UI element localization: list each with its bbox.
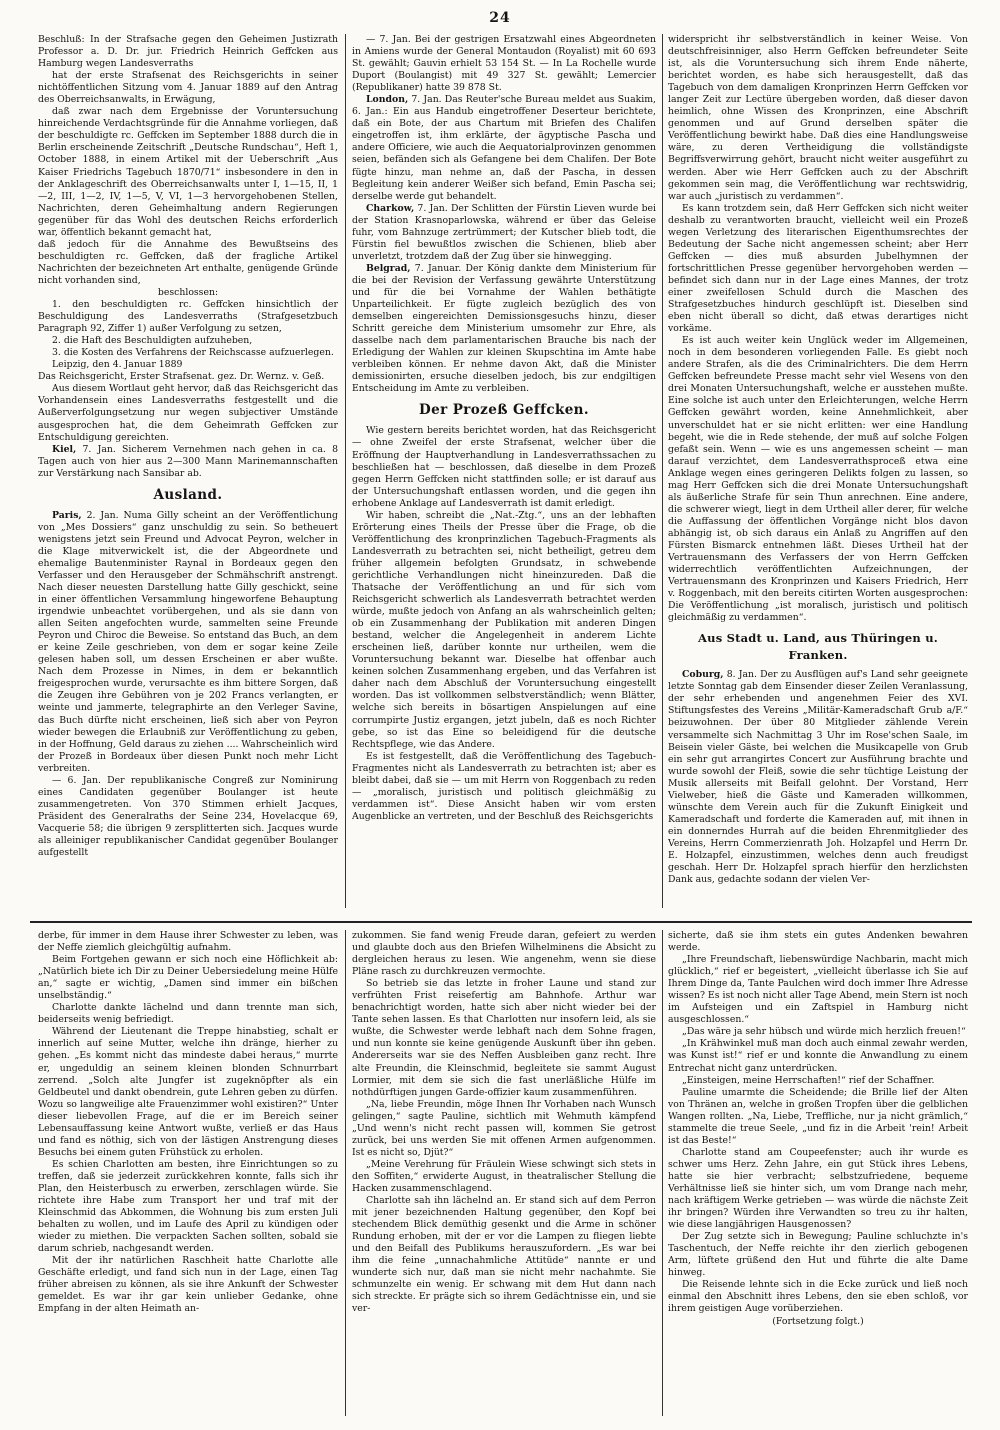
paragraph: sicherte, daß sie ihm stets ein gutes Andenken bewahren werde.: [668, 930, 968, 954]
top-column-3: [668, 34, 968, 914]
bottom-column-3: [668, 930, 968, 1420]
paragraph: „Meine Verehrung für Fräulein Wiese schwingt sich stets in den Soffiten,“ erwiderte August, in theatralischer Stellung die Hacken zusammenschlagend.: [352, 1158, 656, 1194]
paragraph: Es ist auch weiter kein Unglück weder im Allgemeinen, noch in dem besonderen vorliegenden Falle. Es giebt noch andere Strafen, als die des Criminalrichters. Die dem Herrn Geffcken befreundete Presse macht sehr viel Wesens von den drei Monaten Untersuchungshaft, welche er ausstehen mußte. Eine solche ist auch unter den Erleichterungen, welche Herrn Geffcken gewährt worden, keine Annehmlichkeit, aber unverschuldet hat er sie nicht erlitten: wer eine Handlung begeht, wie die in Rede stehende, der muß auf solche Folgen gefaßt sein. Wenn — wie es uns angemessen scheint — man darauf verzichtet, dem Landesverrathsproceß etwa eine Anklage wegen eines geringeren Delikts folgen zu lassen, so mag Herr Geffcken sich die drei Monate Untersuchungshaft als äußerliche Strafe für sein Thun anrechnen. Eine andere, die schwerer wiegt, liegt in dem Urtheil aller derer, für welche die Auffassung der öffentlichen Vorgänge nicht blos davon abhängig ist, ob sich daraus ein Anlaß zu Angriffen auf den Fürsten Bismarck entnehmen läßt. Dieses Urtheil hat der Vertrauensmann des Verfassers der von Herrn Geffcken widerrechtlich veröffentlichten Aufzeichnungen, der Vertrauensmann des Kronprinzen und Kaisers Friedrich, Herr v. Roggenbach, mit den bereits citirten Worten ausgesprochen: Die Veröffentlichung „ist moralisch, juristisch und politisch gleichmäßig zu verdammen“.: [668, 335, 968, 624]
paragraph: Während der Lieutenant die Treppe hinabstieg, schalt er innerlich auf seine Mutter, welche ihn dränge, hierher zu gehen. „Es kommt nicht das mindeste dabei heraus,“ murrte er, ungeduldig an seinem kleinen blonden Schnurrbart zerrend. „Solch alte Jungfer ist zugeknöpfter als ein Geldbeutel und dankt obendrein, gute Lehren geben zu dürfen. Wozu so langweilige alte Frauenzimmer wohl existiren?“ Unter dieser liebevollen Frage, auf die er im Bereich seiner Lebensauffassung keine Antwort wußte, verließ er das Haus und fand es nöthig, sich von der lästigen Anstrengung dieses Besuchs bei einem guten Frühstück zu erholen.: [38, 1026, 338, 1158]
page-number: 24: [489, 10, 511, 26]
dateline-place: Coburg,: [682, 669, 724, 681]
paragraph: „Ihre Freundschaft, liebenswürdige Nachbarin, macht mich glücklich,“ rief er begeistert, „vielleicht überlasse ich Sie auf Ihrem Dinge da, Tante Paulchen wird doch immer Ihre Adresse wissen? Es ist noch nicht aller Tage Abend, mein Stern ist noch im Aufsteigen und ein Zaftspiel in Hamburg nicht ausgeschlossen.“: [668, 954, 968, 1026]
paragraph: Mit der ihr natürlichen Raschheit hatte Charlotte alle Geschäfte erledigt, und fand sich nun in der Lage, einen Tag früher abreisen zu können, als sie ihre Ankunft der Schwester gemeldet. Es war ihr gar kein unlieber Gedanke, ohne Empfang in der alten Heimath an-: [38, 1255, 338, 1315]
column-rule: [345, 930, 346, 1416]
paragraph: beschlossen:: [157, 286, 219, 298]
paragraph: Es ist festgestellt, daß die Veröffentlichung des Tagebuch-Fragmentes nicht als Landesverrath zu betrachten ist; aber es bleibt dabei, daß sie — um mit Herrn von Roggenbach zu reden — „moralisch, juristisch und politisch gleichmäßig zu verdammen ist“. Diese Ansicht haben wir vom ersten Augenblicke an vertreten, und der Beschluß des Reichsgerichts: [352, 750, 656, 822]
paragraph: Charkow, 7. Jan. Der Schlitten der Fürstin Lieven wurde bei der Station Krasnoparlowska, während er über das Geleise fuhr, vom Bahnzuge zertrümmert; der Kutscher blieb todt, die Fürstin fiel bewußtlos zwischen die Schienen, blieb aber unverletzt, trotzdem daß der Zug über sie hinwegging.: [352, 202, 656, 262]
section-heading: Ausland.: [153, 486, 223, 503]
paragraph: Charlotte dankte lächelnd und dann trennte man sich, beiderseits wenig befriedigt.: [38, 1002, 338, 1026]
paragraph: So betrieb sie das letzte in froher Laune und stand zur verfrühten Frist reisefertig am Bahnhofe. Arthur war benachrichtigt worden, hatte sich aber nicht wieder bei der Tante sehen lassen. Es that Charlotten nur insofern leid, als sie wußte, die Schwester werde lebhaft nach dem Sohne fragen, und nun konnte sie keine genügende Auskunft über ihn geben. Andererseits war sie des Neffen Ausbleiben ganz recht. Ihre alte Freundin, die Kleinschmid, begleitete sie sammt August Lormier, mit dem sie sich die fast unerläßliche Hülfe im nothdürftigen jungen Garde-offizier kaum zusammenführen.: [352, 978, 656, 1098]
paragraph: Das Reichsgericht, Erster Strafsenat. gez. Dr. Wernz. v. Geß.: [38, 371, 325, 383]
paragraph: London, 7. Jan. Das Reuter'sche Bureau meldet aus Suakim, 6. Jan.: Ein aus Handub eingetroffener Deserteur berichtete, daß ein Bote, der aus Chartum mit Briefen des Chalifen eingetroffen ist, ihm erklärte, der ägyptische Pascha und andere Officiere, wie auch die Aequatorialprovinzen genommen seien, befänden sich als Gefangene bei dem Chalifen. Der Bote fügte hinzu, man nehme an, daß der Pascha, in dessen Begleitung kein anderer Weißer sich befand, Emin Pascha sei; derselbe werde gut behandelt.: [352, 94, 656, 202]
paragraph: Charlotte sah ihn lächelnd an. Er stand sich auf dem Perron mit jener bezeichnenden Haltung gegenüber, den Kopf bei stechendem Blick demüthig gesenkt und die Arme in schöner Rundung erhoben, mit der er vor die Lampen zu fliegen liebte und den Beifall des Publikums herauszufordern. „Es war bei ihm die feine „unnachahmliche Attitüde“ nannte er und wunderte sich nur, daß man sie nicht mehr nachahmte. Sie schmunzelte ein wenig. Er schwang mit dem Hut dann nach sich streckte. Er prägte sich so ihrem Gedächtnisse ein, und sie ver-: [352, 1195, 656, 1315]
dateline-place: Kiel,: [52, 443, 77, 455]
paragraph: Der Zug setzte sich in Bewegung; Pauline schluchzte in's Taschentuch, der Neffe reichte ihr den zierlich gebogenen Arm, lüftete grüßend den Hut und führte die alte Dame hinweg.: [668, 1231, 968, 1279]
paragraph: 1. den beschuldigten rc. Geffcken hinsichtlich der Beschuldigung des Landesverraths (Strafgesetzbuch Paragraph 92, Ziffer 1) außer Verfolgung zu setzen,: [38, 299, 338, 335]
column-rule: [662, 930, 663, 1416]
paragraph: Es kann trotzdem sein, daß Herr Geffcken sich nicht weiter deshalb zu verantworten braucht, vielleicht weil ein Prozeß wegen Verletzung des literarischen Eigenthumsrechtes der Bedeutung der Sache nicht angemessen scheint; aber Herr Geffcken — dies muß absurden Jubelhymnen der fortschrittlichen Presse gegenüber hervorgehoben werden — befindet sich dann nur in der Lage eines Mannes, der trotz einer zweifellosen Schuld durch die Maschen des Strafgesetzbuches hindurch geschlüpft ist. Dieselben sind eben nicht überall so dicht, daß etwas derartiges nicht vorkäme.: [668, 202, 968, 335]
paragraph: Leipzig, den 4. Januar 1889: [52, 359, 183, 371]
paragraph: zukommen. Sie fand wenig Freude daran, gefeiert zu werden und glaubte doch aus den Briefen Wilhelminens die Absicht zu dergleichen heraus zu lesen. Wie angenehm, wenn sie diese Pläne rasch zu durchkreuzen vermochte.: [352, 930, 656, 978]
paragraph: derbe, für immer in dem Hause ihrer Schwester zu leben, was der Neffe ziemlich gleichgültig aufnahm.: [38, 930, 338, 954]
section-rule: [30, 921, 972, 923]
paragraph: — 7. Jan. Bei der gestrigen Ersatzwahl eines Abgeordneten in Amiens wurde der General Montaudon (Royalist) mit 60 693 St. gewählt; Gauvin erhielt 53 154 St. — In La Rochelle wurde Duport (Boulangist) mit 49 327 St. gewählt; Lemercier (Republikaner) hatte 39 878 St.: [352, 34, 656, 94]
paragraph: Charlotte stand am Coupeefenster; auch ihr wurde es schwer ums Herz. Zehn Jahre, ein gut Stück ihres Lebens, hatte sie hier verbracht; selbstzufriedene, bequeme Verhältnisse ließ sie hinter sich, um vom Drange nach mehr, nach kräftigem Werke getrieben — was würde die nächste Zeit ihr bringen? Würden ihre Verwandten so treu zu ihr halten, wie diese langjährigen Hausgenossen?: [668, 1146, 968, 1231]
paragraph: Wir haben, schreibt die „Nat.-Ztg.“, uns an der lebhaften Erörterung eines Theils der Presse über die Frage, ob die Veröffentlichung des kronprinzlichen Tagebuch-Fragments als Landesverrath zu betrachten sei, nicht betheiligt, getreu dem früher allgemein befolgten Grundsatz, in schwebende gerichtliche Verhandlungen nicht hineinzureden. Daß die Thatsache der Veröffentlichung an und für sich vom Reichsgericht schwerlich als Landesverrath betrachtet werden würde, mußte jedoch von Anfang an als wahrscheinlich gelten; ob ein Zusammenhang der Publikation mit anderen Dingen bestand, welcher die Angelegenheit in anderem Lichte erscheinen ließ, darüber konnte nur urtheilen, wem die Voruntersuchung bekannt war. Dieselbe hat offenbar auch keinen solchen Zusammenhang ergeben, und das Verfahren ist daher nach dem Abschluß der Voruntersuchung eingestellt worden. Das ist vollkommen selbstverständlich; wenn Blätter, welche sich bereits in bösartigen Anspielungen auf eine corrumpirte Justiz ergangen, jetzt jubeln, daß es noch Richter gebe, so ist das Eine so beleidigend für die deutsche Rechtspflege, wie das Andere.: [352, 509, 656, 750]
paragraph: 3. die Kosten des Verfahrens der Reichscasse aufzuerlegen.: [52, 347, 334, 359]
paragraph: (Fortsetzung folgt.): [772, 1315, 864, 1327]
column-rule: [662, 34, 663, 908]
paragraph: Die Reisende lehnte sich in die Ecke zurück und ließ noch einmal den Abschnitt ihres Lebens, den sie eben schloß, vor ihrem geistigen Auge vorüberziehen.: [668, 1279, 968, 1315]
paragraph: daß zwar nach dem Ergebnisse der Voruntersuchung hinreichende Verdachtsgründe für die Annahme vorliegen, daß der beschuldigte rc. Geffcken im September 1888 durch die in Berlin erscheinende Zeitschrift „Deutsche Rundschau“, Heft 1, October 1888, in einem Artikel mit der Ueberschrift „Aus Kaiser Friedrichs Tagebuch 1870/71“ insbesondere in den in der Anklageschrift des Oberreichsanwalts unter I, 1—15, II, 1—2, III, 1—2, IV, 1—5, V, VI, 1—3 hervorgehobenen Stellen, Nachrichten, deren Geheimhaltung andern Regierungen gegenüber für das Wohl des deutschen Reichs erforderlich war, öffentlich bekannt gemacht hat,: [38, 106, 338, 238]
column-rule: [345, 34, 346, 908]
paragraph: 2. die Haft des Beschuldigten aufzuheben,: [52, 335, 253, 347]
paragraph: Es schien Charlotten am besten, ihre Einrichtungen so zu treffen, daß sie jederzeit zurückkehren konnte, falls sich ihr Plan, den Heisterbusch zu erwerben, zerschlagen würde. Sie richtete ihre Habe zum Transport her und traf mit der Kleinschmid das Abkommen, die Wohnung bis zum ersten Juli behalten zu wollen, und im Laufe des April zu kündigen oder wieder zu miethen. Die verpackten Sachen sollten, sobald sie darum schrieb, nachgesandt werden.: [38, 1158, 338, 1255]
paragraph: Wie gestern bereits berichtet worden, hat das Reichsgericht — ohne Zweifel der erste Strafsenat, welcher über die Eröffnung der Hauptverhandlung in Landesverrathssachen zu beschließen hat — beschlossen, daß dieselbe in dem Prozeß gegen Herrn Geffcken nicht stattfinden solle; er ist darauf aus der Untersuchungshaft entlassen worden, und die gegen ihn erhobene Anklage auf Landesverrath ist damit erledigt.: [352, 425, 656, 509]
paragraph: Pauline umarmte die Scheidende; die Brille lief der Alten von Thränen an, welche in großen Tropfen über die gelblichen Wangen rollten. „Na, Liebe, Treffliche, nur ja nicht grämlich,“ stammelte die treue Seele, „und fiz in die Arbeit 'rein! Arbeit ist das Beste!“: [668, 1086, 968, 1146]
bottom-column-2: [352, 930, 656, 1420]
paragraph: widerspricht ihr selbstverständlich in keiner Weise. Von deutschfreisinniger, also Herrn Geffcken befreundeter Seite ist, als die Voruntersuchung sich ihrem Ende näherte, berichtet worden, es habe sich herausgestellt, daß das Tagebuch von dem damaligen Kronprinzen Herrn Geffcken vor langer Zeit zur Lectüre übergeben worden, daß dieser davon heimlich, ohne Wissen des Kronprinzen, eine Abschrift genommen und auf Grund derselben später die Veröffentlichung bewirkt habe. Daß dies eine Handlungsweise wäre, zu deren Vertheidigung die vollständigste Begriffsverwirrung gehört, braucht nicht weiter ausgeführt zu werden. Aber wie Herr Geffcken auch zu der Abschrift gekommen sein mag, die Veröffentlichung war rechtswidrig, war auch „juristisch zu verdammen“.: [668, 34, 968, 202]
paragraph: „In Krähwinkel muß man doch auch einmal zewahr werden, was Kunst ist!“ rief er und konnte die Anwandlung zu einem Entrechat nicht ganz unterdrücken.: [668, 1038, 968, 1074]
paragraph: Kiel, 7. Jan. Sicherem Vernehmen nach gehen in ca. 8 Tagen auch von hier aus 2—300 Mann Marinemannschaften zur Verstärkung nach Sansibar ab.: [38, 443, 338, 479]
paragraph: Paris, 2. Jan. Numa Gilly scheint an der Veröffentlichung von „Mes Dossiers“ ganz unschuldig zu sein. So betheuert wenigstens jetzt sein Freund und Advocat Peyron, welcher in die Klage mitverwickelt ist, die der Abgeordnete und ehemalige Bautenminister Raynal in Bordeaux gegen den Verfasser und den Herausgeber der Schmähschrift anstrengt. Nach dieser neuesten Darstellung hatte Gilly geschickt, seine in einer öffentlichen Versammlung hingeworfene Behauptung irgendwie unbeachtet vorübergehen, und als sie dann von allen Seiten angefochten wurde, sammelten seine Freunde Peyron und Chiroc die Beweise. So entstand das Buch, an dem er keine Zeile geschrieben, von dem er sogar keine Zeile gelesen haben soll, um dessen Erscheinen er aber wußte. Nach dem Prozesse in Nimes, in dem er bekanntlich freigesprochen wurde, verursachte es ihm bittere Sorgen, daß die Zeugen ihre Gebühren von je 202 Francs verlangten, er weinte und jammerte, telegraphirte an den Verleger Savine, das Buch dürfte nicht erscheinen, ließ sich aber von Peyron wieder bewegen die Erlaubniß zur Veröffentlichung zu geben, in der Hoffnung, Geld daraus zu ziehen .... Wahrscheinlich wird der Prozeß in Bordeaux über diesen Punkt noch mehr Licht verbreiten.: [38, 509, 338, 774]
bottom-column-1: [38, 930, 338, 1420]
dateline-place: Charkow,: [366, 202, 415, 214]
paragraph: Coburg, 8. Jan. Der zu Ausflügen auf's Land sehr geeignete letzte Sonntag gab dem Einsender dieser Zeilen Veranlassung, der sehr erhebenden und angenehmen Feier des XVI. Stiftungsfestes des Vereins „Militär-Kameradschaft Grub a/F.“ beizuwohnen. Der über 80 Mitglieder zählende Verein versammelte sich Nachmittag 3 Uhr im Rose'schen Saale, im Beisein vieler Gäste, bei welchen die Musikcapelle von Grub ein sehr gut arrangirtes Concert zur Ausführung brachte und wurde sowohl der Fleiß, sowie die sehr tüchtige Leistung der Musik allerseits mit Beifall gelohnt. Der Vorstand, Herr Vielweber, hieß die Gäste und Kameraden willkommen, wünschte dem Verein auch für die Zukunft Einigkeit und Kameradschaft und forderte die Kameraden auf, mit ihnen in ein donnerndes Hurrah auf die beiden Ehrenmitglieder des Vereins, Herrn Commerzienrath Joh. Holzapfel und Herrn Dr. E. Holzapfel, einzustimmen, welches denn auch freudigst geschah. Herr Dr. Holzapfel sprach hierfür den herzlichsten Dank aus, gedachte sodann der vielen Ver-: [668, 669, 968, 886]
paragraph: „Na, liebe Freundin, möge Ihnen Ihr Vorhaben nach Wunsch gelingen,“ sagte Pauline, sichtlich mit Wehmuth kämpfend „Und wenn's nicht recht passen will, kommen Sie getrost zurück, bei uns werden Sie mit offenen Armen aufgenommen. Ist es nicht so, Djüt?“: [352, 1098, 656, 1158]
dateline-place: Paris,: [52, 509, 82, 521]
section-heading: Der Prozeß Geffcken.: [419, 402, 589, 419]
paragraph: Belgrad, 7. Januar. Der König dankte dem Ministerium für die bei der Revision der Verfassung gewährte Unterstützung und für die bei Vornahme der Wahlen bethätigte Unparteilichkeit. Er fügte zugleich bezüglich des von demselben eingereichten Demissionsgesuchs hinzu, dieser Schritt gereiche dem Ministerium umsomehr zur Ehre, als dasselbe nach dem parlamentarischen Brauche bis nach der Erledigung der Wahlen zur kleinen Skupschtina im Amte habe verbleiben können. Er nehme davon Akt, daß die Minister demissionirten, ersuche dieselben jedoch, bis zur endgiltigen Entscheidung im Amte zu verbleiben.: [352, 262, 656, 395]
paragraph: Aus diesem Wortlaut geht hervor, daß das Reichsgericht das Vorhandensein eines Landesverraths festgestellt und die Außerverfolgungsetzung nur wegen subjectiver Umstände ausgesprochen hat, die dem Geheimrath Geffcken zur Entschuldigung gereichten.: [38, 383, 338, 443]
top-column-1: [38, 34, 338, 914]
paragraph: „Einsteigen, meine Herrschaften!“ rief der Schaffner.: [682, 1074, 935, 1086]
dateline-place: Belgrad,: [366, 262, 411, 274]
paragraph: Beschluß: In der Strafsache gegen den Geheimen Justizrath Professor a. D. Dr. jur. Friedrich Heinrich Geffcken aus Hamburg wegen Landesverraths: [38, 34, 338, 70]
top-column-2: [352, 34, 656, 914]
paragraph: „Das wäre ja sehr hübsch und würde mich herzlich freuen!“: [682, 1026, 966, 1038]
paragraph: daß jedoch für die Annahme des Bewußtseins des beschuldigten rc. Geffcken, daß der fragliche Artikel Nachrichten der bezeichneten Art enthalte, genügende Gründe nicht vorhanden sind,: [38, 238, 338, 286]
section-heading: Aus Stadt u. Land, aus Thüringen u. Franken.: [698, 631, 938, 663]
paragraph: — 6. Jan. Der republikanische Congreß zur Nominirung eines Candidaten gegenüber Boulanger ist heute zusammengetreten. Von 370 Stimmen erhielt Jacques, Präsident des Generalraths der Seine 234, Hovelacque 69, Vacquerie 58; die übrigen 9 zersplitterten sich. Jacques wurde als alleiniger republikanischer Candidat gegenüber Boulanger aufgestellt: [38, 774, 338, 859]
dateline-place: London,: [366, 94, 409, 106]
paragraph: Beim Fortgehen gewann er sich noch eine Höflichkeit ab: „Natürlich biete ich Dir zu Deiner Uebersiedelung meine Hülfe an,“ sagte er wichtig, „Damen sind immer ein bißchen unselbständig.“: [38, 954, 338, 1002]
paragraph: hat der erste Strafsenat des Reichsgerichts in seiner nichtöffentlichen Sitzung vom 4. Januar 1889 auf den Antrag des Oberreichsanwalts, in Erwägung,: [38, 70, 338, 106]
